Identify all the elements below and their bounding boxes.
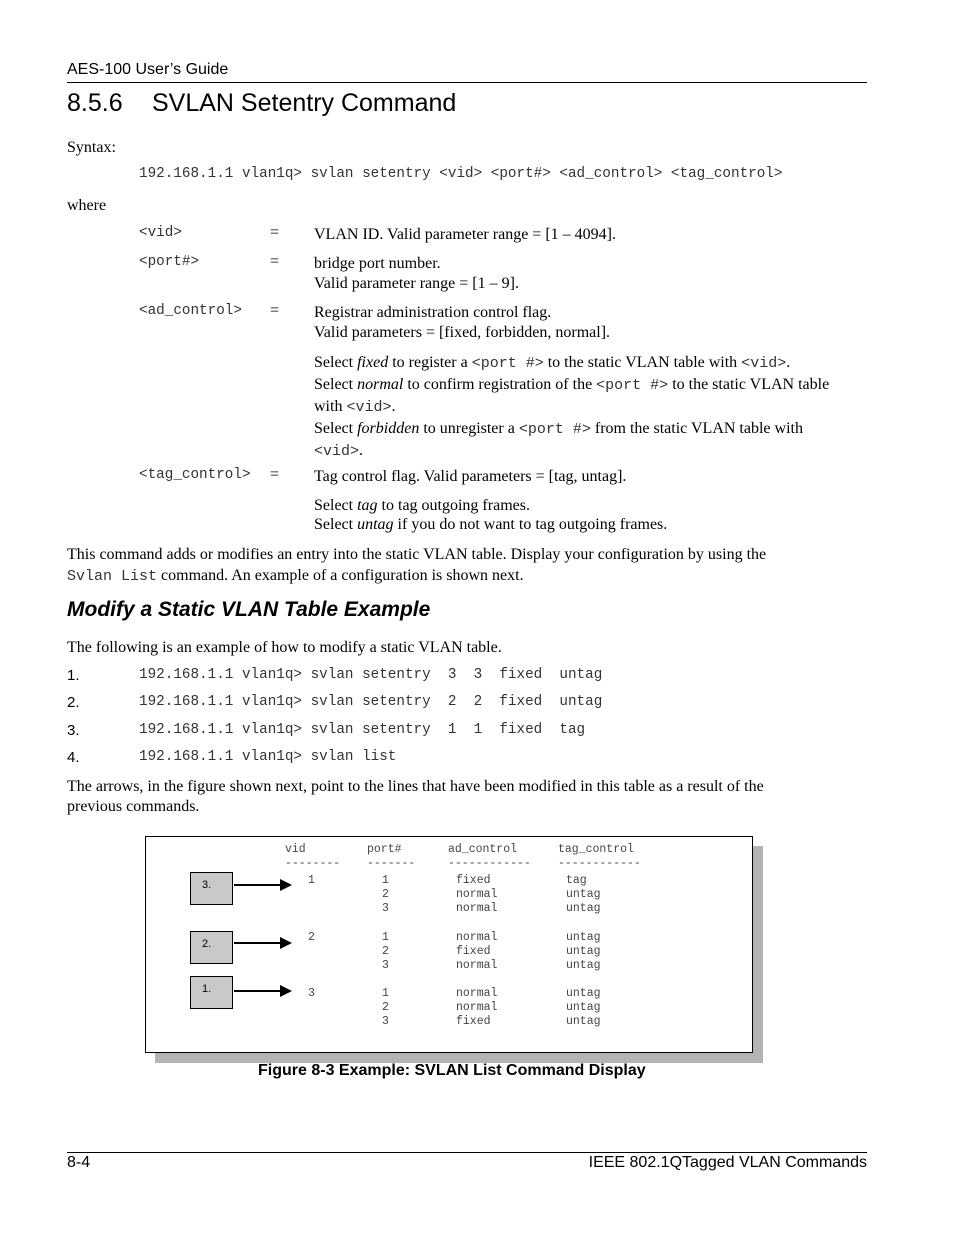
arrow-1-shaft — [234, 990, 280, 992]
param-port-line1: bridge port number. — [314, 255, 441, 272]
body-line-2 — [67, 565, 867, 587]
forbidden-text-a: to unregister a — [419, 420, 519, 437]
select-word: Select — [314, 354, 358, 371]
arrows-paragraph — [67, 777, 867, 817]
step-1-command: 192.168.1.1 vlan1q> svlan setentry 3 3 fixed untag — [139, 667, 603, 683]
step-4-command: 192.168.1.1 vlan1q> svlan list — [139, 749, 397, 765]
param-port-name: <port#> — [139, 254, 200, 270]
arrow-3-head-icon — [280, 879, 292, 891]
group-3-vid: 3 — [308, 987, 315, 1000]
param-ad-desc — [314, 303, 610, 343]
select-word: Select — [314, 376, 358, 393]
section-heading — [67, 89, 456, 118]
period: . — [359, 442, 364, 459]
body-line-1: This command adds or modifies an entry into the static VLAN table. Display your configuration by using the — [67, 546, 767, 563]
col-dash-vid: -------- — [285, 857, 341, 870]
syntax-label: Syntax: — [67, 139, 116, 156]
normal-text-a: to confirm registration of the — [403, 376, 597, 393]
col-header-tag: tag_control — [558, 843, 634, 856]
chapter-title: IEEE 802.1QTagged VLAN Commands — [588, 1154, 867, 1171]
arrow-3-shaft — [234, 884, 280, 886]
tag-term: tag — [357, 497, 378, 514]
marker-box-3: 3. — [190, 872, 233, 905]
arrows-line-2: previous commands. — [67, 798, 200, 815]
param-ad-line2: Valid parameters = [fixed, forbidden, normal]. — [314, 324, 611, 341]
param-tag-name: <tag_control> — [139, 467, 251, 483]
param-ad-line1: Registrar administration control flag. — [314, 304, 552, 321]
marker-box-1: 1. — [190, 976, 233, 1009]
port-token: <port #> — [471, 355, 544, 372]
period: . — [786, 354, 791, 371]
ad-normal-line — [314, 374, 884, 396]
group-1-ad: fixed normal normal — [456, 874, 498, 916]
normal-term: normal — [357, 376, 404, 393]
param-tag-details — [314, 496, 667, 534]
section-title: SVLAN Setentry Command — [152, 89, 457, 117]
svlan-list-code: Svlan List — [67, 568, 158, 585]
page-number: 8-4 — [67, 1154, 91, 1171]
group-3-ad: normal normal fixed — [456, 987, 498, 1029]
param-vid-desc: VLAN ID. Valid parameter range = [1 – 4094]. — [314, 226, 616, 243]
group-2-vid: 2 — [308, 931, 315, 944]
vid-token: <vid> — [346, 399, 392, 416]
ad-vid-line — [314, 440, 884, 462]
param-vid-name: <vid> — [139, 225, 182, 241]
arrow-2-shaft — [234, 942, 280, 944]
fixed-term: fixed — [357, 354, 389, 371]
group-3-ports: 1 2 3 — [382, 987, 389, 1029]
header-rule — [67, 82, 867, 83]
body-paragraph — [67, 544, 867, 587]
param-tag-eq: = — [270, 466, 280, 483]
footer-rule — [67, 1152, 867, 1153]
untag-line — [314, 515, 667, 534]
port-token: <port #> — [596, 377, 669, 394]
fixed-text-a: to register a — [388, 354, 472, 371]
fixed-text-b: to the static VLAN table with — [543, 354, 742, 371]
normal-text-b: to the static VLAN table — [668, 376, 830, 393]
param-tag-desc: Tag control flag. Valid parameters = [tag, untag]. — [314, 468, 627, 485]
param-ad-name: <ad_control> — [139, 303, 242, 319]
param-port-eq: = — [270, 253, 280, 270]
param-port-line2: Valid parameter range = [1 – 9]. — [314, 275, 519, 292]
select-word: Select — [314, 420, 358, 437]
param-ad-details — [314, 352, 884, 462]
running-header: AES-100 User’s Guide — [67, 61, 229, 78]
tag-text: to tag outgoing frames. — [377, 497, 530, 514]
step-3-command: 192.168.1.1 vlan1q> svlan setentry 1 1 fixed tag — [139, 722, 586, 738]
group-2-tag: untag untag untag — [566, 931, 601, 973]
select-word: Select — [314, 497, 358, 514]
with-word: with — [314, 398, 347, 415]
col-header-ad: ad_control — [448, 843, 518, 856]
vid-token: <vid> — [741, 355, 787, 372]
section-number: 8.5.6 — [67, 89, 123, 117]
arrows-line-1: The arrows, in the figure shown next, point to the lines that have been modified in this table as a result of the — [67, 778, 764, 795]
step-2-number: 2. — [67, 694, 80, 711]
marker-box-2: 2. — [190, 931, 233, 964]
tag-line — [314, 496, 667, 515]
col-header-vid: vid — [285, 843, 306, 856]
syntax-command: 192.168.1.1 vlan1q> svlan setentry <vid> <port#> <ad_control> <tag_control> — [139, 166, 783, 182]
group-1-vid: 1 — [308, 874, 315, 887]
forbidden-text-b: from the static VLAN table with — [590, 420, 803, 437]
group-1-ports: 1 2 3 — [382, 874, 389, 916]
where-label: where — [67, 197, 107, 214]
group-3-tag: untag untag untag — [566, 987, 601, 1029]
untag-term: untag — [357, 516, 394, 533]
arrow-2-head-icon — [280, 937, 292, 949]
group-1-tag: tag untag untag — [566, 874, 601, 916]
forbidden-term: forbidden — [357, 420, 420, 437]
period: . — [391, 398, 396, 415]
port-token: <port #> — [518, 421, 591, 438]
col-dash-ad: ------------ — [448, 857, 531, 870]
example-heading: Modify a Static VLAN Table Example — [67, 598, 431, 621]
untag-text: if you do not want to tag outgoing frames. — [393, 516, 668, 533]
ad-fixed-line — [314, 352, 884, 374]
arrow-1-head-icon — [280, 985, 292, 997]
ad-with-line — [314, 396, 884, 418]
col-dash-tag: ------------ — [558, 857, 641, 870]
param-port-desc — [314, 254, 519, 294]
group-2-ad: normal fixed normal — [456, 931, 498, 973]
step-2-command: 192.168.1.1 vlan1q> svlan setentry 2 2 fixed untag — [139, 694, 603, 710]
group-2-ports: 1 2 3 — [382, 931, 389, 973]
ad-forbidden-line — [314, 418, 884, 440]
figure-caption: Figure 8-3 Example: SVLAN List Command Display — [258, 1062, 646, 1079]
body-line-2-text: command. An example of a configuration is shown next. — [157, 567, 524, 584]
example-intro: The following is an example of how to modify a static VLAN table. — [67, 639, 502, 656]
col-header-port: port# — [367, 843, 402, 856]
select-word: Select — [314, 516, 358, 533]
step-3-number: 3. — [67, 722, 80, 739]
step-1-number: 1. — [67, 667, 80, 684]
param-ad-eq: = — [270, 302, 280, 319]
param-vid-eq: = — [270, 224, 280, 241]
step-4-number: 4. — [67, 749, 80, 766]
vid-token: <vid> — [314, 443, 360, 460]
col-dash-port: ------- — [367, 857, 416, 870]
